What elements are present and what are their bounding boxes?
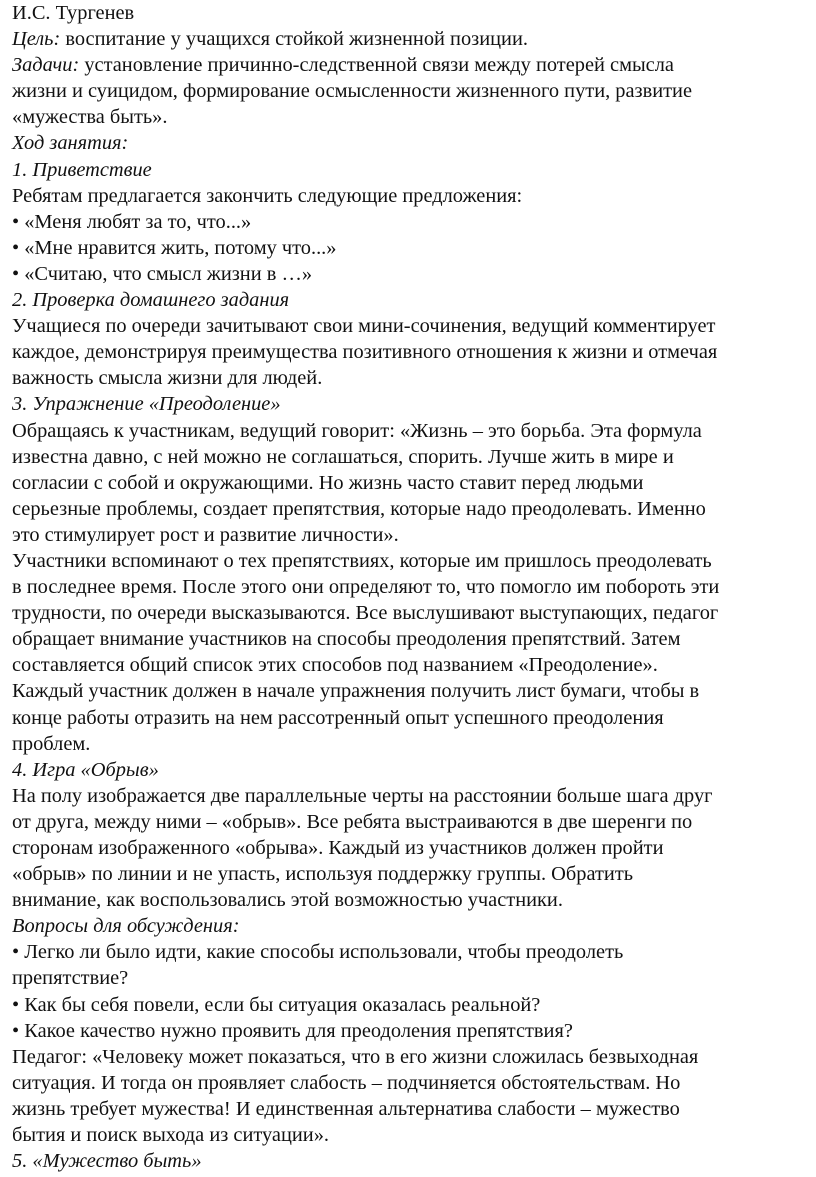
homework-line: каждое, демонстрируя преимущества позитивного отношения к жизни и отмечая bbox=[12, 341, 718, 364]
teacher-quote-line: жизнь требует мужества! И единственная альтернатива слабости – мужество bbox=[12, 1097, 680, 1120]
overcoming-p1-line: известна давно, с ней можно не соглашаться, спорить. Лучше жить в мире и bbox=[12, 445, 674, 468]
document-page bbox=[12, 0, 808, 1174]
overcoming-p2-line: проблем. bbox=[12, 732, 91, 755]
overcoming-p2-line: составляется общий список этих способов под названием «Преодоление». bbox=[12, 654, 658, 677]
overcoming-p2-line: обращает внимание участников на способы преодоления препятствий. Затем bbox=[12, 628, 681, 651]
tasks-line-3: «мужества быть». bbox=[12, 106, 168, 129]
tasks-text: установление причинно-следственной связи между потерей смысла bbox=[79, 54, 674, 77]
homework-line: важность смысла жизни для людей. bbox=[12, 367, 323, 390]
overcoming-p1-line: это стимулирует рост и развитие личности». bbox=[12, 523, 399, 546]
section-heading-homework: 2. Проверка домашнего задания bbox=[12, 289, 290, 312]
section-heading-cliff-game: 4. Игра «Обрыв» bbox=[12, 758, 159, 781]
goal-text: воспитание у учащихся стойкой жизненной позиции. bbox=[60, 28, 528, 51]
greeting-intro: Ребятам предлагается закончить следующие предложения: bbox=[12, 184, 523, 207]
overcoming-p2-line: в последнее время. После этого они определяют то, что помогло им побороть эти bbox=[12, 576, 720, 599]
cliff-game-line: внимание, как воспользовались этой возможностью участники. bbox=[12, 889, 563, 912]
section-heading-greeting: 1. Приветствие bbox=[12, 158, 152, 181]
overcoming-p2-line: Каждый участник должен в начале упражнения получить лист бумаги, чтобы в bbox=[12, 680, 700, 703]
teacher-quote-line: Педагог: «Человеку может показаться, что в его жизни сложилась безвыходная bbox=[12, 1045, 699, 1068]
overcoming-p1-line: Обращаясь к участникам, ведущий говорит: «Жизнь – это борьба. Эта формула bbox=[12, 419, 702, 442]
homework-line: Учащиеся по очереди зачитывают свои мини-сочинения, ведущий комментирует bbox=[12, 315, 716, 338]
tasks-label: Задачи: bbox=[12, 54, 80, 77]
section-heading-courage: 5. «Мужество быть» bbox=[12, 1150, 202, 1173]
overcoming-p2-line: конце работы отразить на нем рассотренный опыт успешного преодоления bbox=[12, 706, 664, 729]
discussion-question-line: • Легко ли было идти, какие способы использовали, чтобы преодолеть bbox=[12, 941, 624, 964]
overcoming-p1-line: серьезные проблемы, создает препятствия, которые надо преодолевать. Именно bbox=[12, 497, 706, 520]
section-heading-overcoming: 3. Упражнение «Преодоление» bbox=[12, 393, 281, 416]
overcoming-p2-line: трудности, по очереди высказываются. Все выслушивают выступающих, педагог bbox=[12, 602, 719, 625]
cliff-game-line: На полу изображается две параллельные черты на расстоянии больше шага друг bbox=[12, 784, 713, 807]
goal-line bbox=[12, 26, 808, 52]
greeting-bullet: • «Считаю, что смысл жизни в …» bbox=[12, 262, 313, 285]
discussion-question-line: препятствие? bbox=[12, 967, 129, 990]
greeting-bullet: • «Мне нравится жить, потому что...» bbox=[12, 236, 337, 259]
tasks-line-2: жизни и суицидом, формирование осмысленности жизненного пути, развитие bbox=[12, 80, 693, 103]
discussion-questions-heading: Вопросы для обсуждения: bbox=[12, 915, 240, 938]
greeting-bullet: • «Меня любят за то, что...» bbox=[12, 210, 252, 233]
teacher-quote-line: ситуация. И тогда он проявляет слабость – подчиняется обстоятельствам. Но bbox=[12, 1071, 681, 1094]
tasks-line-1 bbox=[12, 52, 808, 78]
course-heading: Ход занятия: bbox=[12, 132, 129, 155]
goal-label: Цель: bbox=[12, 28, 61, 51]
overcoming-p2-line: Участники вспоминают о тех препятствиях, которые им пришлось преодолевать bbox=[12, 549, 712, 572]
cliff-game-line: сторонам изображенного «обрыва». Каждый из участников должен пройти bbox=[12, 837, 664, 859]
discussion-question-line: • Какое качество нужно проявить для преодоления препятствия? bbox=[12, 1019, 573, 1042]
cliff-game-line: от друга, между ними – «обрыв». Все ребята выстраиваются в две шеренги по bbox=[12, 810, 693, 833]
teacher-quote-line: бытия и поиск выхода из ситуации». bbox=[12, 1124, 330, 1147]
author-line: И.С. Тургенев bbox=[12, 2, 135, 24]
discussion-question-line: • Как бы себя повели, если бы ситуация оказалась реальной? bbox=[12, 993, 541, 1016]
overcoming-p1-line: согласии с собой и окружающими. Но жизнь часто ставит перед людьми bbox=[12, 471, 644, 494]
cliff-game-line: «обрыв» по линии и не упасть, используя поддержку группы. Обратить bbox=[12, 863, 634, 886]
